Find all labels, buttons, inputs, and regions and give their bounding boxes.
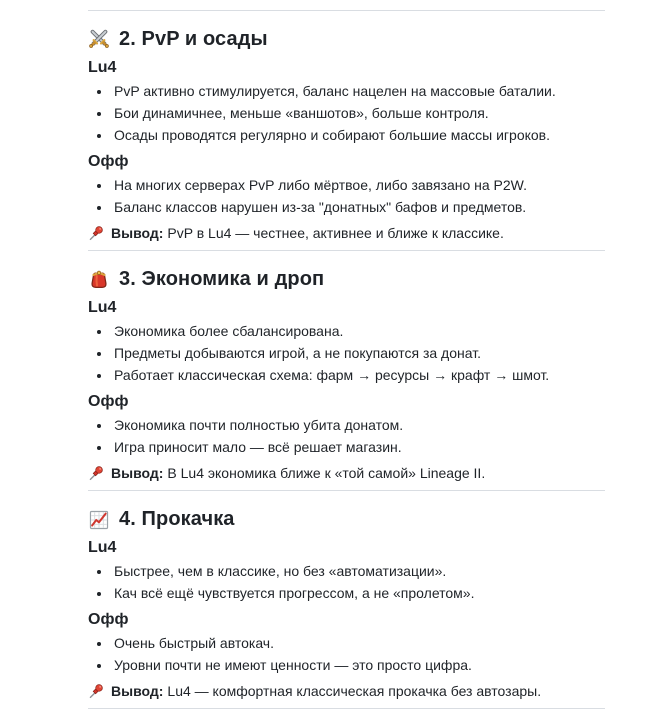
list-item: • Предметы добываются игрой, а не покупаются за донат. bbox=[112, 342, 605, 364]
section-economy bbox=[88, 267, 605, 490]
list-item: • Очень быстрый автокач. bbox=[112, 632, 605, 654]
section-title-text: 3. Экономика и дроп bbox=[119, 268, 325, 290]
bullet-list bbox=[88, 320, 605, 386]
bullet-list bbox=[88, 560, 605, 604]
bullet-list bbox=[88, 414, 605, 458]
list-item: • PvP активно стимулируется, баланс нацелен на массовые баталии. bbox=[112, 80, 605, 102]
section-leveling bbox=[88, 507, 605, 708]
conclusion-line bbox=[88, 462, 605, 484]
purse-icon bbox=[88, 269, 110, 291]
crossed-swords-icon bbox=[88, 29, 110, 51]
conclusion-label: Вывод: bbox=[111, 683, 164, 699]
section-title-text: 2. PvP и осады bbox=[119, 28, 268, 50]
conclusion-text: В Lu4 экономика ближе к «той самой» Lineage II. bbox=[167, 465, 486, 481]
list-item: • Игра приносит мало — всё решает магазин. bbox=[112, 436, 605, 458]
conclusion-label: Вывод: bbox=[111, 465, 164, 481]
group-heading-lu4: Lu4 bbox=[88, 539, 117, 556]
group-heading-lu4: Lu4 bbox=[88, 299, 117, 316]
list-item: • Уровни почти не имеют ценности — это просто цифра. bbox=[112, 654, 605, 676]
conclusion-line bbox=[88, 680, 605, 702]
conclusion-text: Lu4 — комфортная классическая прокачка без автозары. bbox=[167, 683, 542, 699]
group-heading-off: Офф bbox=[88, 153, 129, 170]
list-item: • Кач всё ещё чувствуется прогрессом, а не «пролетом». bbox=[112, 582, 605, 604]
list-item: • На многих серверах PvP либо мёртвое, либо завязано на P2W. bbox=[112, 174, 605, 196]
section-title-economy bbox=[88, 267, 605, 292]
list-item: • Баланс классов нарушен из-за "донатных" бафов и предметов. bbox=[112, 196, 605, 218]
section-divider bbox=[88, 708, 605, 709]
conclusion-line bbox=[88, 222, 605, 244]
conclusion-text: PvP в Lu4 — честнее, активнее и ближе к классике. bbox=[167, 225, 504, 241]
list-item: • Экономика почти полностью убита донатом. bbox=[112, 414, 605, 436]
section-pvp bbox=[88, 27, 605, 250]
document-body bbox=[88, 0, 605, 709]
section-title-leveling bbox=[88, 507, 605, 532]
list-item: • Экономика более сбалансирована. bbox=[112, 320, 605, 342]
list-item: • Осады проводятся регулярно и собирают большие массы игроков. bbox=[112, 124, 605, 146]
section-title-pvp bbox=[88, 27, 605, 52]
group-heading-off: Офф bbox=[88, 393, 129, 410]
pushpin-icon bbox=[88, 225, 104, 241]
list-item: • Быстрее, чем в классике, но без «автоматизации». bbox=[112, 560, 605, 582]
group-heading-off: Офф bbox=[88, 611, 129, 628]
bullet-list bbox=[88, 632, 605, 676]
list-item: • Бои динамичнее, меньше «ваншотов», больше контроля. bbox=[112, 102, 605, 124]
bullet-list bbox=[88, 174, 605, 218]
chart-increasing-icon bbox=[88, 509, 110, 531]
pushpin-icon bbox=[88, 465, 104, 481]
list-item: • Работает классическая схема: фарм → ресурсы → крафт → шмот. bbox=[112, 364, 605, 386]
conclusion-label: Вывод: bbox=[111, 225, 164, 241]
pushpin-icon bbox=[88, 683, 104, 699]
section-divider bbox=[88, 10, 605, 11]
bullet-list bbox=[88, 80, 605, 146]
section-divider bbox=[88, 490, 605, 491]
section-divider bbox=[88, 250, 605, 251]
group-heading-lu4: Lu4 bbox=[88, 59, 117, 76]
section-title-text: 4. Прокачка bbox=[119, 508, 235, 530]
